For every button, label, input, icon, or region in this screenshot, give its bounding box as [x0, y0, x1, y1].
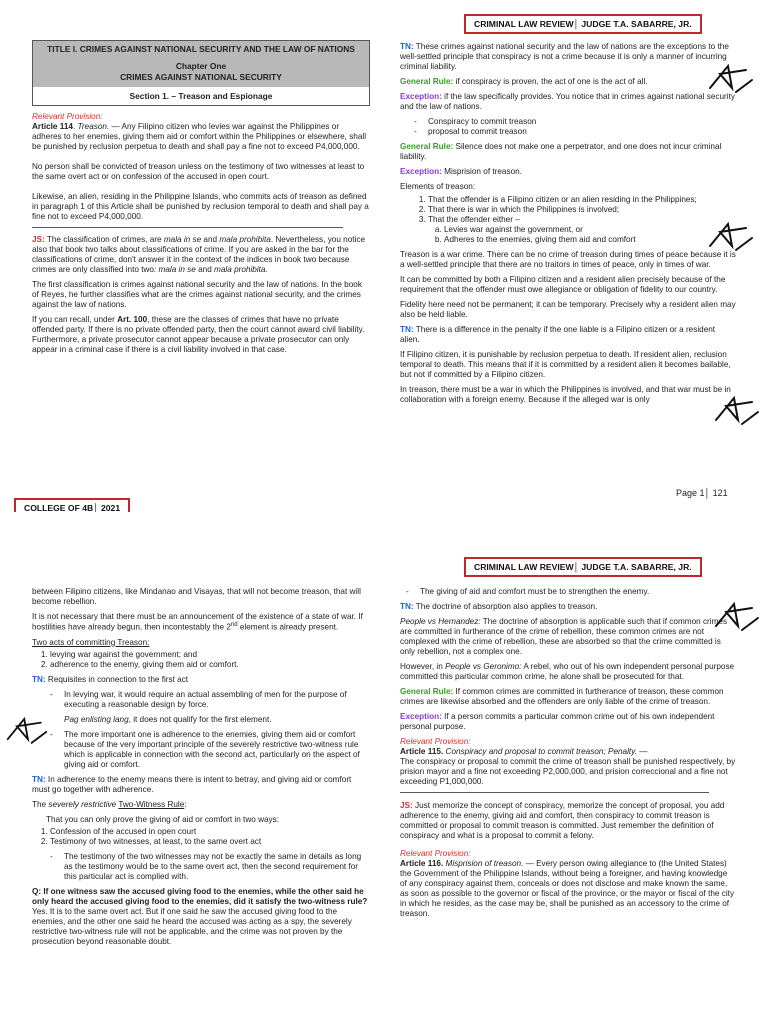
general-rule: General Rule: if conspiracy is proven, the act of one is the act of all. — [400, 77, 648, 86]
left-column — [32, 587, 370, 1024]
tn-note: TN: In adherence to the enemy means there is intent to betray, and giving aid or comfort must go together with adherence. — [32, 774, 352, 794]
paragraph: If you can recall, under Art. 100, these are the classes of crimes that have no private offended party. If there is no private offended party, then the court cannot award civil liability. Furthermore, a private prosecutor cannot appear because a private prosecutor can only appear in a criminal case if there is a civil liability involved in that case. — [32, 315, 365, 354]
list-item: 1. levying war against the government; and — [50, 650, 370, 660]
tn-note: TN: These crimes against national security and the law of nations are the exceptions to the well-settled principle that conspiracy is not a crime because it is only a manner of incurring criminal liability. — [400, 42, 729, 71]
article-114: Article 114. Treason. — Any Filipino citizen who levies war against the Philippines or adheres to her enemies, giving them aid or comfort within the Philippines or elsewhere, shall be punished by reclusion perpetua to death and shall pay a fine not to exceed P4,000,000. — [32, 122, 367, 151]
requisites-list — [32, 690, 370, 770]
js-note: JS: The classification of crimes, are mala in se and mala prohibita. Nevertheless, you notice also that book two talks about classifications of crime. If you are asked in the bar for the classifications of crime, don't answer it in the context of the indices in book two because crimes are only classified into two: mala in se and mala prohibita. — [32, 235, 366, 274]
signature-mark — [4, 710, 50, 750]
elements-heading: Elements of treason: — [400, 182, 476, 191]
sub-elements-list — [428, 225, 736, 245]
elements-list — [400, 195, 736, 245]
page-header-box: CRIMINAL LAW REVIEW│ JUDGE T.A. SABARRE, JR. — [464, 557, 702, 577]
paragraph: The first classification is crimes against national security and the law of nations. In the book of Reyes, he further classifies what are the crimes against national security, and the crimes against the law of nations. — [32, 280, 362, 309]
list-item: a. Levies war against the government, or — [444, 225, 736, 235]
general-rule: General Rule: Silence does not make one a perpetrator, and one does not incur criminal liability. — [400, 142, 722, 161]
case-hernandez: People vs Hernandez: The doctrine of absorption is applicable such that if common crimes are committed in furtherance of the crime of rebellion, these common crimes are not complexed with the crime of rebellion, these are absorbed so that the crime committed is only rebellion, not a complex one. — [400, 617, 728, 656]
chapter-heading: Chapter One — [33, 57, 369, 71]
paragraph: Likewise, an alien, residing in the Philippine Islands, who commits acts of treason as defined in paragraph 1 of this Article shall be punished by reclusion temporal to death and shall pay a fine not to exceed P4,000,000. — [32, 192, 369, 221]
list-item: - In levying war, it would require an actual assembling of men for the purpose of executing a reasonable design by force. Pag enlisting lang, it does not qualify for the first element. — [64, 690, 370, 725]
paragraph: Treason is a war crime. There can be no crime of treason during times of peace because it is a well-settled principle that there are no traitors in times of peace, only in times of war. — [400, 250, 736, 269]
general-rule: General Rule: If common crimes are committed in furtherance of treason, these common crimes are likewise absorbed and the offenders are only liable of the crime of treason. — [400, 687, 724, 706]
giving-list — [400, 587, 736, 597]
paragraph: No person shall be convicted of treason unless on the testimony of two witnesses at least to the same overt act or on confession of the accused in open court. — [32, 162, 365, 181]
page-header-box: CRIMINAL LAW REVIEW│ JUDGE T.A. SABARRE, JR. — [464, 14, 702, 34]
divider — [32, 227, 343, 228]
page-number: Page 1│ 121 — [676, 488, 728, 498]
tn-note: TN: There is a difference in the penalty if the one liable is a Filipino citizen or a resident alien. — [400, 325, 716, 344]
js-note: JS: Just memorize the concept of conspiracy, memorize the concept of proposal, you add adherence to the enemy, giving aid and comfort, then conspiracy to commit treason is committed or proposal to commit treason is committed. Just remember the definition of conspiracy and what is a proposal to commit a felony. — [400, 801, 725, 840]
document-page-2 — [0, 512, 768, 1024]
exception: Exception: if the law specifically provides. You notice that in crimes against national security and the law of nations. — [400, 92, 735, 111]
title-heading: TITLE I. CRIMES AGAINST NATIONAL SECURITY AND THE LAW OF NATIONS — [33, 41, 369, 57]
signature-mark — [712, 596, 762, 636]
list-item: - proposal to commit treason — [428, 127, 736, 137]
article-115-heading: Article 115. Conspiracy and proposal to commit treason; Penalty. — — [400, 747, 648, 756]
list-item: 2. That there is war in which the Philippines is involved; — [428, 205, 736, 215]
relevant-provision-label: Relevant Provision: — [32, 112, 103, 121]
signature-mark — [706, 216, 756, 256]
tn-note: TN: The doctrine of absorption also applies to treason. — [400, 602, 598, 611]
list-item: - The testimony of the two witnesses may not be exactly the same in details as long as the testimony would be to the same overt act, then the second requirement for this particular act is complied with. — [64, 852, 370, 882]
title-box — [32, 40, 370, 106]
case-geronimo: However, in People vs Geronimo: A rebel, who out of his own independent personal purpose committed this particular common crime, he alone shall be prosecuted for that. — [400, 662, 735, 681]
list-item: 2. Testimony of two witnesses, at least, to the same overt act — [50, 837, 370, 847]
chapter-name: CRIMES AGAINST NATIONAL SECURITY — [33, 72, 369, 87]
question: Q: If one witness saw the accused giving food to the enemies, while the other said he only heard the accused giving food to the enemies, did it satisfy the two-witness rule? — [32, 886, 368, 906]
divider — [400, 792, 709, 793]
list-item: 1. That the offender is a Filipino citizen or an alien residing in the Philippines; — [428, 195, 736, 205]
left-column — [32, 40, 370, 472]
list-item: 1. Confession of the accused in open court — [50, 827, 370, 837]
two-acts-heading: Two acts of committing Treason: — [32, 637, 150, 647]
signature-mark — [712, 390, 762, 430]
paragraph: It can be committed by both a Filipino citizen and a resident alien precisely because of the requirement that the offender must owe allegiance or obligation of fidelity to our country. — [400, 275, 726, 294]
paragraph: between Filipino citizens, like Mindanao and Visayas, that will not become treason, that will become rebellion. — [32, 587, 361, 606]
article-116: Article 116. Misprision of treason. — Every person owing allegiance to (the United States) the Government of the Philippine Islands, without being a foreigner, and having knowledge of any conspiracy against them, conceals or does not disclose and make known the same, as soon as possible to the governor or fiscal of the province, or the mayor or fiscal of the city in which he resides, as the case may be, shall be punished as an accessory to the crime of treason. — [400, 859, 735, 918]
exception: Exception: If a person commits a particular common crime out of his own independent personal purpose. — [400, 712, 715, 731]
two-witness-rule-heading: The severely restrictive Two-Witness Rule: — [32, 799, 187, 809]
paragraph: That you can only prove the giving of aid or comfort in two ways: — [46, 814, 280, 824]
exception-list — [400, 117, 736, 137]
signature-mark — [706, 58, 756, 98]
paragraph: In treason, there must be a war in which the Philippines is involved, and that war must be in collaboration with a foreign enemy. Because if the alleged war is only — [400, 385, 731, 404]
right-column — [400, 587, 736, 1024]
answer: Yes. It is to the same overt act. But if one said he saw the accused giving food to the enemies, and the other one said he heard the accused was acting as a spy, the severely restrictive two-witness rule will not be applicable, and the crime was not proven by the prosecution beyond reasonable doubt. — [32, 906, 352, 946]
ways-list — [32, 827, 370, 847]
testimony-list — [32, 852, 370, 882]
tn-note: TN: Requisites in connection to the first act — [32, 674, 189, 684]
paragraph: Fidelity here need not be permanent; it can be temporary. Precisely why a resident alien may also be held liable. — [400, 300, 736, 319]
section-heading: Section 1. – Treason and Espionage — [33, 87, 369, 105]
list-item: - Conspiracy to commit treason — [428, 117, 736, 127]
exception: Exception: Misprision of treason. — [400, 167, 522, 176]
footer-box: COLLEGE OF 4B│ 2021 — [14, 498, 130, 512]
right-column — [400, 42, 736, 487]
list-item: b. Adheres to the enemies, giving them aid and comfort — [444, 235, 736, 245]
relevant-provision-label: Relevant Provision: — [400, 849, 471, 858]
list-item: - The more important one is adherence to the enemies, giving them aid or comfort because of the very important principle of the severely restrictive two-witness rule which is applicable in connection with the second act, particularly on the aspect of giving aid or comfort. — [64, 730, 370, 770]
paragraph: If Filipino citizen, it is punishable by reclusion perpetua to death. If resident alien, reclusion temporal to death. This means that if it is committed by a resident alien it becomes bailable, but not if committed by a Filipino citizen. — [400, 350, 731, 379]
list-item: 3. That the offender either – a. Levies war against the government, or b. Adheres to the enemies, giving them aid and comfort — [428, 215, 736, 245]
list-item: 2. adherence to the enemy, giving them aid or comfort. — [50, 660, 370, 670]
list-item: - The giving of aid and comfort must be to strengthen the enemy. — [420, 587, 736, 597]
article-115: The conspiracy or proposal to commit the crime of treason shall be punished respectively, by prision mayor and a fine not exceeding P2,000,000, and prision correccional and a fine not exceeding P1,000,000. — [400, 757, 736, 786]
two-acts-list — [32, 650, 370, 670]
relevant-provision-label: Relevant Provision: — [400, 737, 471, 746]
paragraph: It is not necessary that there must be an announcement of the existence of a state of war. If hostilities have already begun, then incontestably the 2nd element is already present. — [32, 612, 363, 632]
